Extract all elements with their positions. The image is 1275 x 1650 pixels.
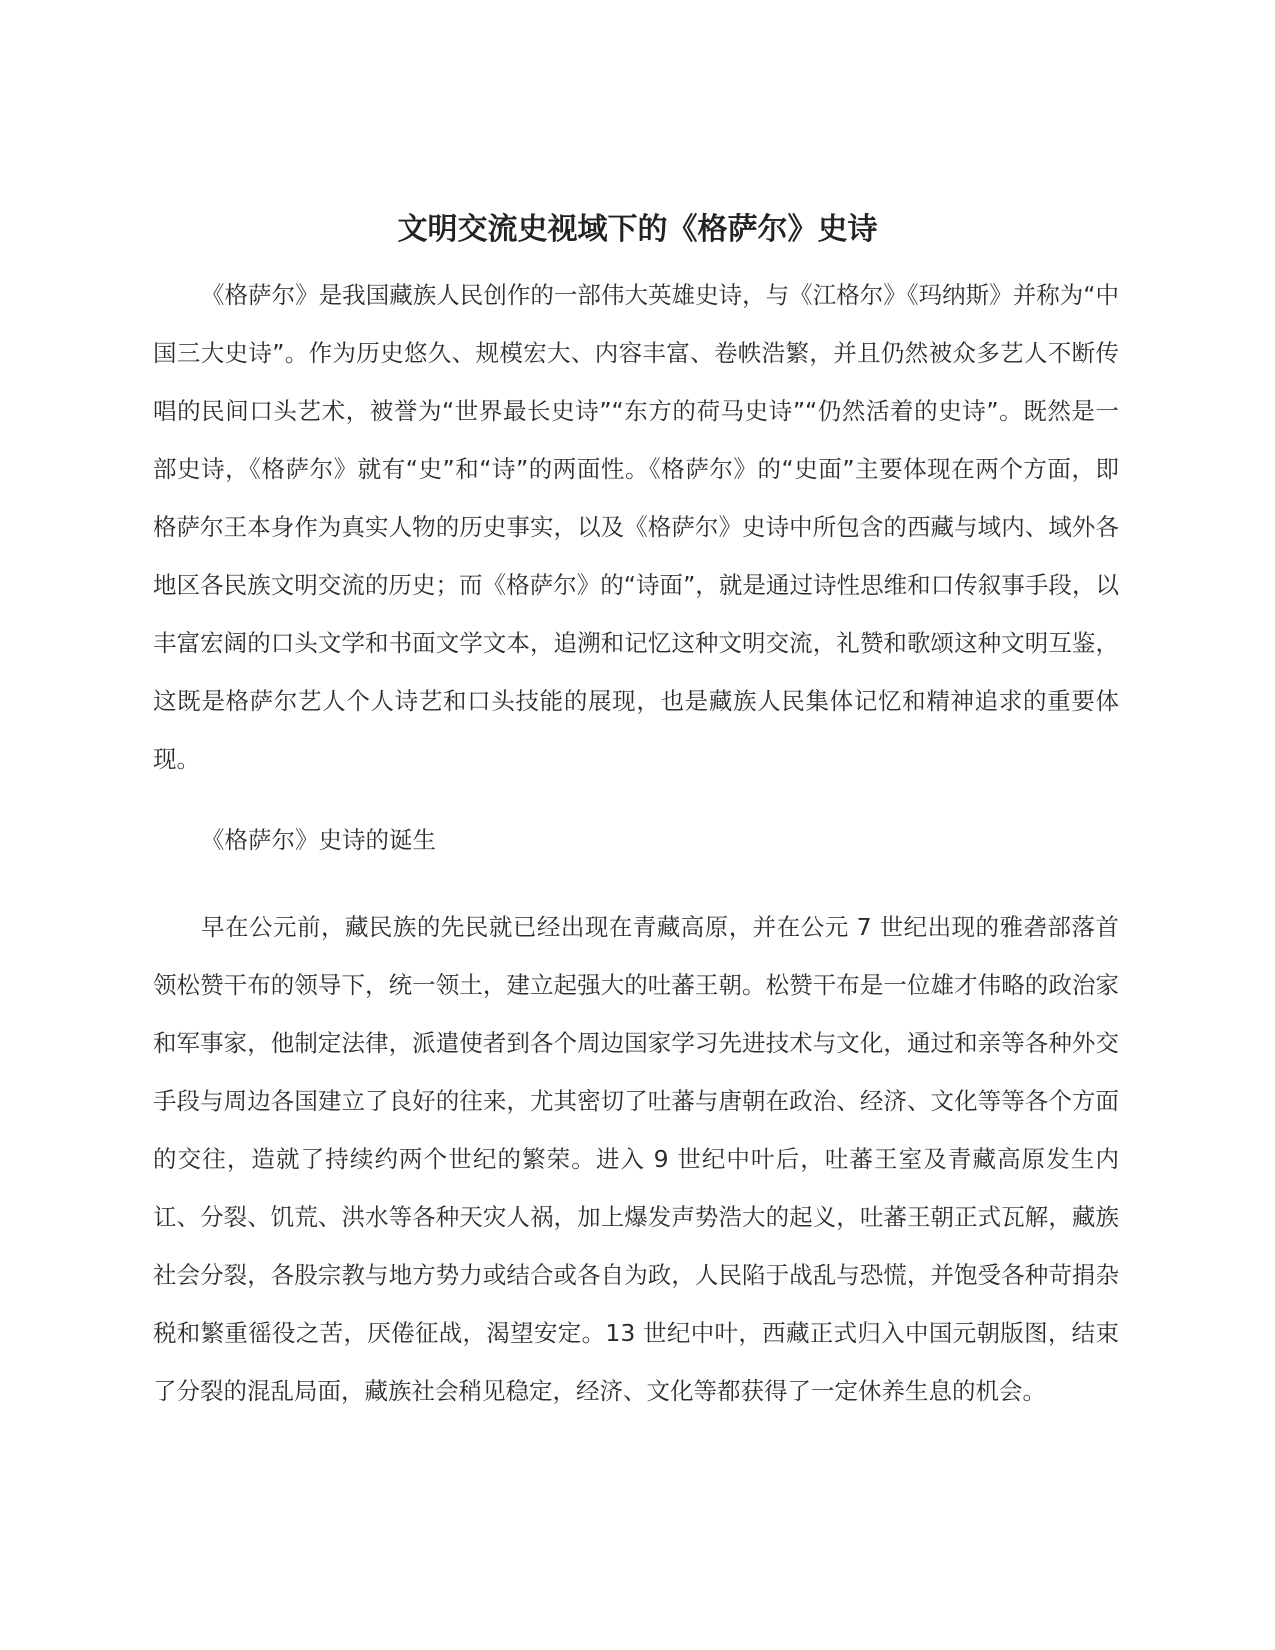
document-title: 文明交流史视域下的《格萨尔》史诗 — [397, 212, 878, 248]
section-heading-epic-birth: 《格萨尔》史诗的诞生 — [201, 826, 436, 854]
paragraph-introduction: 《格萨尔》是我国藏族人民创作的一部伟大英雄史诗，与《江格尔》《玛纳斯》并称为“中国三大史诗”。作为历史悠久、规模宏大、内容丰富、卷帙浩繁，并且仍然被众多艺人不断传唱的民间口头艺术，被誉为“世界最长史诗”“东方的荷马史诗”“仍然活着的史诗”。既然是一部史诗，《格萨尔》就有“史”和“诗”的两面性。《格萨尔》的“史面”主要体现在两个方面，即格萨尔王本身作为真实人物的历史事实，以及《格萨尔》史诗中所包含的西藏与域内、域外各地区各民族文明交流的历史；而《格萨尔》的“诗面”，就是通过诗性思维和口传叙事手段，以丰富宏阔的口头文学和书面文学文本，追溯和记忆这种文明交流，礼赞和歌颂这种文明互鉴，这既是格萨尔艺人个人诗艺和口头技能的展现，也是藏族人民集体记忆和精神追求的重要体现。 — [153, 281, 1119, 773]
paragraph-history: 早在公元前，藏民族的先民就已经出现在青藏高原，并在公元 7 世纪出现的雅砻部落首领松赞干布的领导下，统一领土，建立起强大的吐蕃王朝。松赞干布是一位雄才伟略的政治家和军事家，他制定法律，派遣使者到各个周边国家学习先进技术与文化，通过和亲等各种外交手段与周边各国建立了良好的往来，尤其密切了吐蕃与唐朝在政治、经济、文化等等各个方面的交往，造就了持续约两个世纪的繁荣。进入 9 世纪中叶后，吐蕃王室及青藏高原发生内讧、分裂、饥荒、洪水等各种天灾人祸，加上爆发声势浩大的起义，吐蕃王朝正式瓦解，藏族社会分裂，各股宗教与地方势力或结合或各自为政，人民陷于战乱与恐慌，并饱受各种苛捐杂税和繁重徭役之苦，厌倦征战，渴望安定。13 世纪中叶，西藏正式归入中国元朝版图，结束了分裂的混乱局面，藏族社会稍见稳定，经济、文化等都获得了一定休养生息的机会。 — [153, 913, 1119, 1405]
